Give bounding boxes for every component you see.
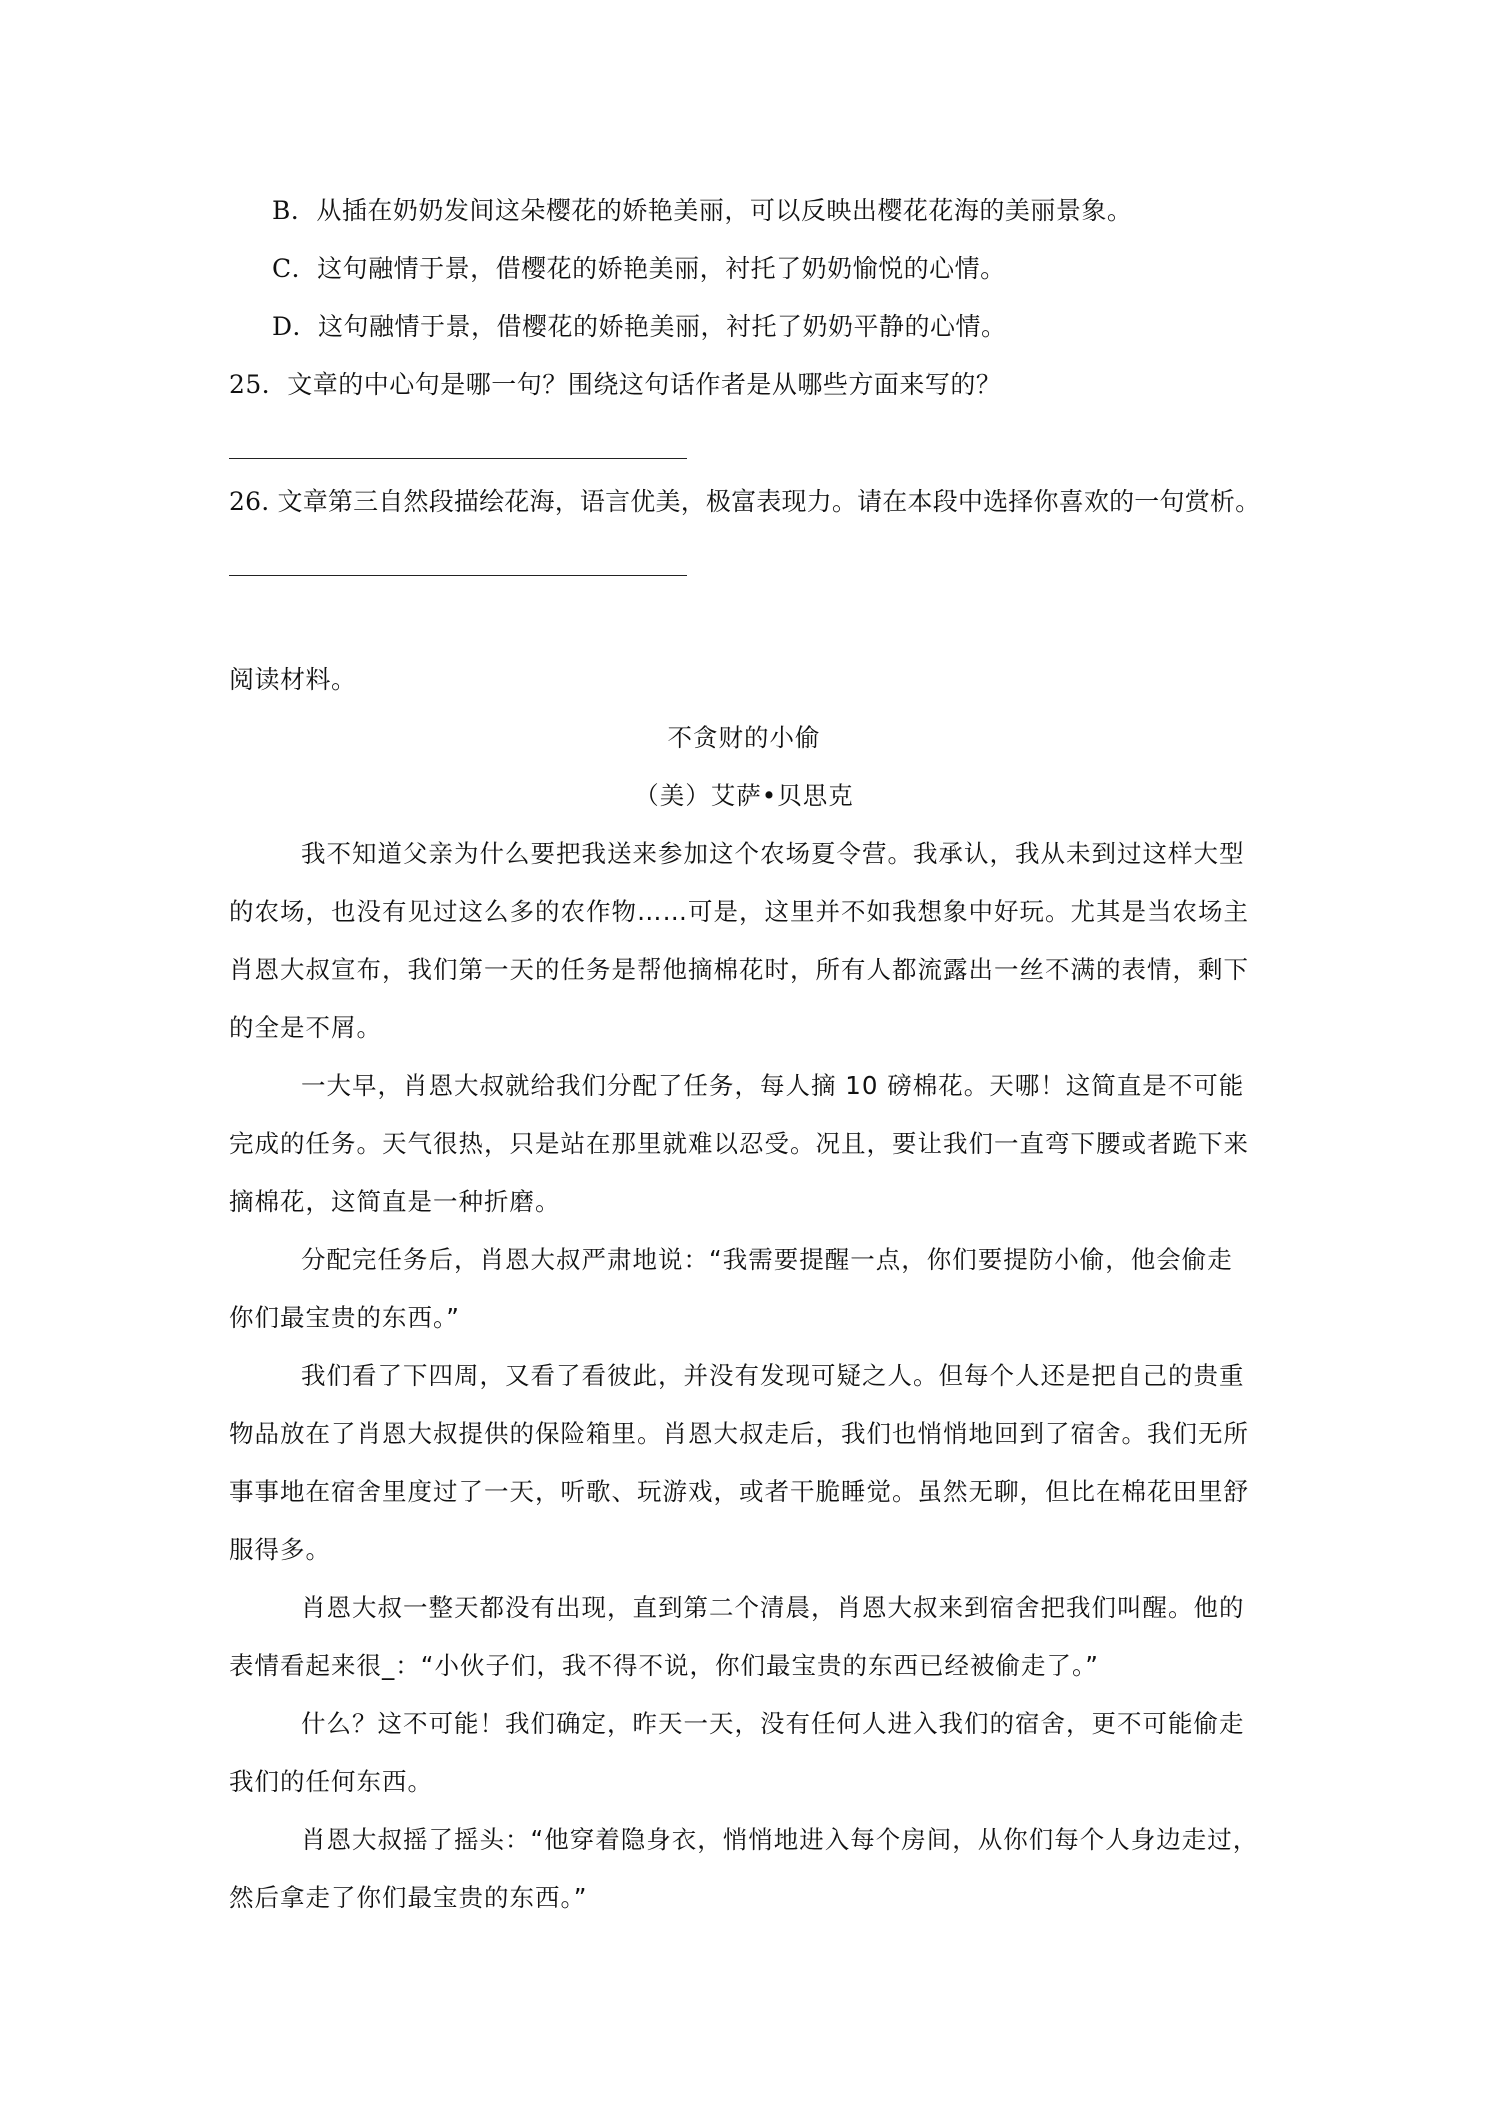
question-26: 26. 文章第三自然段描绘花海，语言优美，极富表现力。请在本段中选择你喜欢的一句赏析。 — [229, 487, 1261, 516]
story-author: （美）艾萨•贝思克 — [634, 781, 854, 810]
option-b: B．从插在奶奶发间这朵樱花的娇艳美丽，可以反映出樱花花海的美丽景象。 — [272, 196, 1133, 225]
option-d: D．这句融情于景，借樱花的娇艳美丽，衬托了奶奶平静的心情。 — [272, 312, 1007, 341]
story-line: 什么？这不可能！我们确定，昨天一天，没有任何人进入我们的宿舍，更不可能偷走 — [301, 1709, 1245, 1738]
story-line: 服得多。 — [229, 1535, 331, 1564]
story-line: 我们的任何东西。 — [229, 1767, 433, 1796]
story-line: 摘棉花，这简直是一种折磨。 — [229, 1187, 561, 1216]
story-line: 你们最宝贵的东西。” — [229, 1303, 460, 1332]
option-c: C．这句融情于景，借樱花的娇艳美丽，衬托了奶奶愉悦的心情。 — [272, 254, 1006, 283]
story-line: 完成的任务。天气很热，只是站在那里就难以忍受。况且，要让我们一直弯下腰或者跪下来 — [229, 1129, 1249, 1158]
story-line: 一大早，肖恩大叔就给我们分配了任务，每人摘 10 磅棉花。天哪！这简直是不可能 — [301, 1071, 1245, 1100]
story-line: 表情看起来很_：“小伙子们，我不得不说，你们最宝贵的东西已经被偷走了。” — [229, 1651, 1099, 1680]
story-line: 肖恩大叔宣布，我们第一天的任务是帮他摘棉花时，所有人都流露出一丝不满的表情，剩下 — [229, 955, 1249, 984]
story-line: 分配完任务后，肖恩大叔严肃地说：“我需要提醒一点，你们要提防小偷，他会偷走 — [301, 1245, 1233, 1274]
story-line: 肖恩大叔一整天都没有出现，直到第二个清晨，肖恩大叔来到宿舍把我们叫醒。他的 — [301, 1593, 1245, 1622]
story-line: 然后拿走了你们最宝贵的东西。” — [229, 1883, 588, 1912]
story-line: 我们看了下四周，又看了看彼此，并没有发现可疑之人。但每个人还是把自己的贵重 — [301, 1361, 1245, 1390]
story-line: 肖恩大叔摇了摇头：“他穿着隐身衣，悄悄地进入每个房间，从你们每个人身边走过， — [301, 1825, 1259, 1854]
story-line: 的农场，也没有见过这么多的农作物……可是，这里并不如我想象中好玩。尤其是当农场主 — [229, 897, 1249, 926]
reading-intro: 阅读材料。 — [229, 665, 357, 694]
story-title: 不贪财的小偷 — [667, 723, 821, 752]
story-line: 事事地在宿舍里度过了一天，听歌、玩游戏，或者干脆睡觉。虽然无聊，但比在棉花田里舒 — [229, 1477, 1249, 1506]
answer-line-25[interactable] — [229, 458, 687, 459]
story-line: 的全是不屑。 — [229, 1013, 382, 1042]
question-25: 25．文章的中心句是哪一句？围绕这句话作者是从哪些方面来写的？ — [229, 370, 1002, 399]
answer-line-26[interactable] — [229, 575, 687, 576]
story-line: 我不知道父亲为什么要把我送来参加这个农场夏令营。我承认，我从未到过这样大型 — [301, 839, 1245, 868]
story-line: 物品放在了肖恩大叔提供的保险箱里。肖恩大叔走后，我们也悄悄地回到了宿舍。我们无所 — [229, 1419, 1249, 1448]
